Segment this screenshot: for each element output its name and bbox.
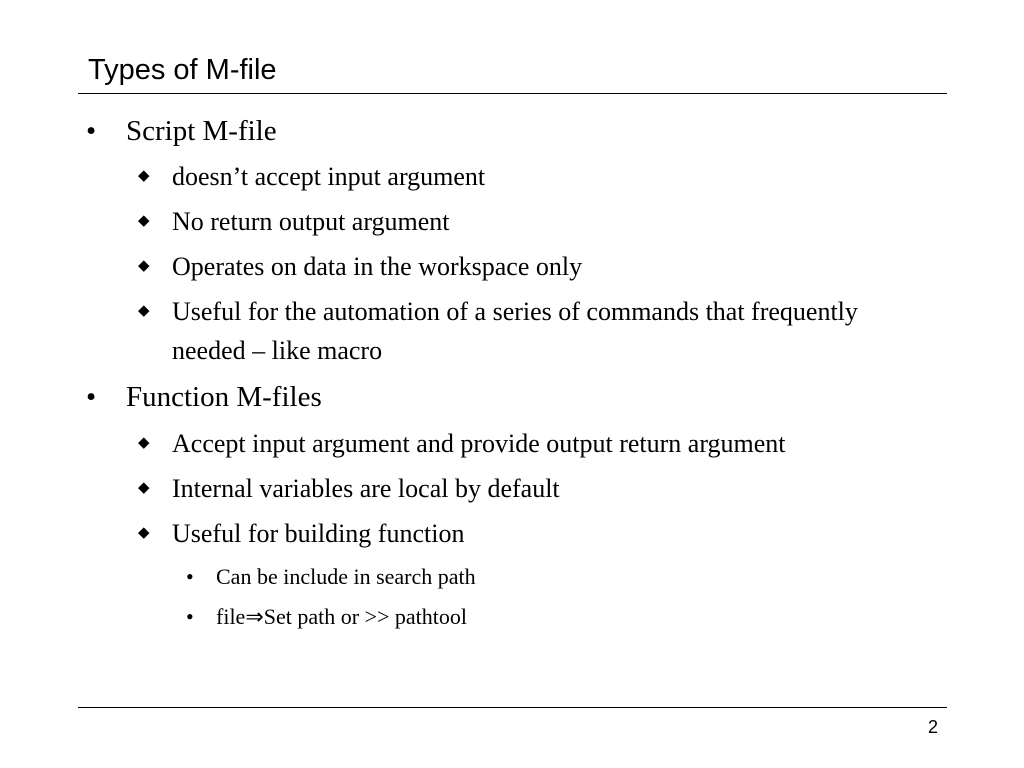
- slide-title: Types of M-file: [88, 54, 277, 86]
- diamond-bullet-icon: ◆: [138, 258, 150, 274]
- sub-list-item-text: Can be include in search path: [216, 564, 476, 589]
- list-item-text: Internal variables are local by default: [172, 474, 560, 503]
- diamond-bullet-icon: ◆: [138, 303, 150, 319]
- section-heading: Function M-files: [126, 381, 322, 413]
- title-divider: [78, 93, 947, 94]
- diamond-bullet-icon: ◆: [138, 213, 150, 229]
- list-item-text: Operates on data in the workspace only: [172, 252, 583, 281]
- round-bullet-icon: •: [186, 564, 194, 589]
- diamond-bullet-icon: ◆: [138, 435, 150, 451]
- list-item-text: No return output argument: [172, 207, 450, 236]
- footer-divider: [78, 707, 947, 708]
- round-bullet-icon: •: [86, 381, 97, 413]
- list-item-text: Useful for the automation of a series of commands that frequently needed – like macro: [172, 297, 858, 365]
- section-heading: Script M-file: [126, 115, 277, 147]
- round-bullet-icon: •: [186, 604, 194, 629]
- diamond-bullet-icon: ◆: [138, 168, 150, 184]
- round-bullet-icon: •: [86, 115, 97, 147]
- page-number: 2: [927, 717, 938, 737]
- list-item-text: Useful for building function: [172, 519, 465, 548]
- list-item-text: Accept input argument and provide output return argument: [172, 429, 786, 458]
- diamond-bullet-icon: ◆: [138, 480, 150, 496]
- diamond-bullet-icon: ◆: [138, 525, 150, 541]
- list-item-text: doesn’t accept input argument: [172, 162, 486, 191]
- sub-list-item-text: file⇒Set path or >> pathtool: [216, 604, 467, 629]
